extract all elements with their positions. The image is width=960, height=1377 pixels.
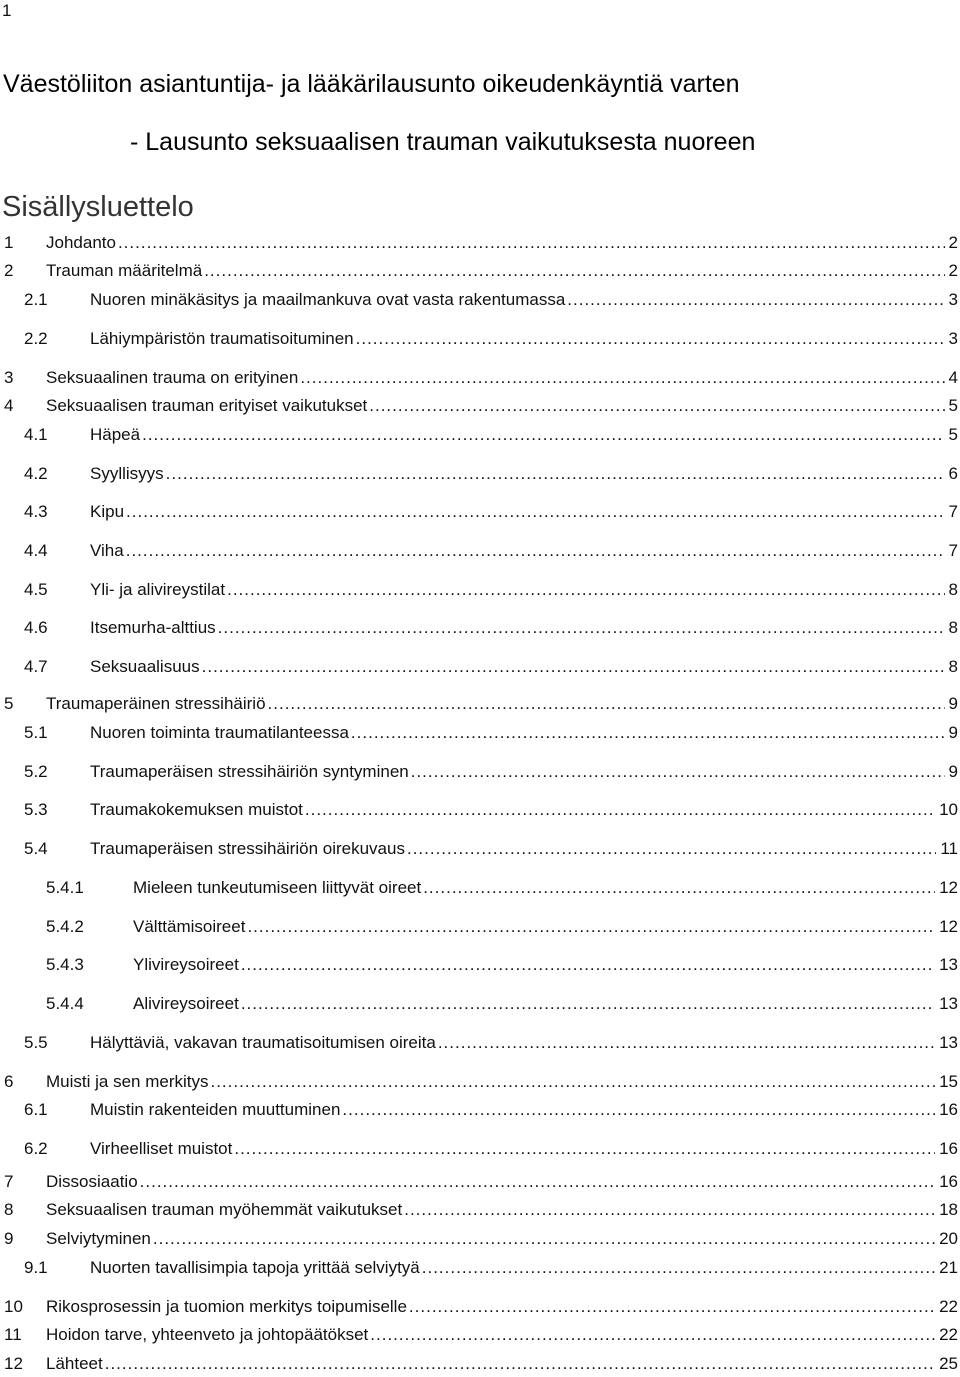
toc-dot-leader xyxy=(202,654,945,680)
toc-entry-page: 9 xyxy=(948,723,958,742)
toc-entry-number: 4 xyxy=(4,396,14,415)
toc-dot-leader xyxy=(210,1069,935,1095)
toc-entry[interactable] xyxy=(0,875,958,901)
toc-entry-label-line xyxy=(46,258,958,284)
toc-entry[interactable] xyxy=(0,1197,958,1223)
toc-entry-label-line xyxy=(133,991,958,1017)
toc-entry-number: 5.4.4 xyxy=(46,994,84,1013)
toc-entry[interactable] xyxy=(0,499,958,525)
toc-entry-title[interactable]: Välttämisoireet xyxy=(133,917,246,936)
toc-entry-label-line xyxy=(90,326,958,352)
toc-entry-title[interactable]: Trauman määritelmä xyxy=(46,261,203,280)
toc-entry-number: 1 xyxy=(4,233,14,252)
toc-entry-title[interactable]: Alivireysoireet xyxy=(133,994,239,1013)
toc-entry[interactable] xyxy=(0,230,958,256)
toc-entry-title[interactable]: Virheelliset muistot xyxy=(90,1139,233,1158)
toc-entry-title[interactable]: Traumaperäisen stressihäiriön oirekuvaus xyxy=(90,839,405,858)
toc-dot-leader xyxy=(409,1294,935,1320)
toc-entry-page: 22 xyxy=(939,1297,958,1316)
toc-entry[interactable] xyxy=(0,287,958,313)
toc-dot-leader xyxy=(404,1197,935,1223)
toc-entry-title[interactable]: Hälyttäviä, vakavan traumatisoitumisen oireita xyxy=(90,1033,436,1052)
toc-entry[interactable] xyxy=(0,326,958,352)
toc-entry-number: 5.1 xyxy=(24,723,48,742)
toc-entry-number: 4.1 xyxy=(24,425,48,444)
toc-entry-page: 22 xyxy=(939,1325,958,1344)
toc-dot-leader xyxy=(247,914,935,940)
toc-entry-page: 10 xyxy=(939,800,958,819)
toc-entry-number: 6 xyxy=(4,1072,14,1091)
document-subtitle: - Lausunto seksuaalisen trauman vaikutuksesta nuoreen xyxy=(130,128,756,156)
toc-entry-title[interactable]: Seksuaalisuus xyxy=(90,657,200,676)
toc-entry[interactable] xyxy=(0,365,958,391)
toc-entry-page: 13 xyxy=(939,994,958,1013)
toc-entry-title[interactable]: Muistin rakenteiden muuttuminen xyxy=(90,1100,341,1119)
toc-entry-number: 5.5 xyxy=(24,1033,48,1052)
toc-dot-leader xyxy=(268,691,945,717)
toc-dot-leader xyxy=(234,1136,935,1162)
toc-entry-label-line xyxy=(133,952,958,978)
toc-entry-number: 2.2 xyxy=(24,329,48,348)
toc-entry-number: 5.4.1 xyxy=(46,878,84,897)
document-title: Väestöliiton asiantuntija- ja lääkärilausunto oikeudenkäyntiä varten xyxy=(3,70,740,98)
toc-entry-page: 9 xyxy=(948,762,958,781)
toc-dot-leader xyxy=(351,720,945,746)
toc-entry-page: 5 xyxy=(948,396,958,415)
toc-entry-number: 4.4 xyxy=(24,541,48,560)
toc-entry-title[interactable]: Ylivireysoireet xyxy=(133,955,239,974)
toc-entry-label-line xyxy=(90,1030,958,1056)
toc-entry-label-line xyxy=(90,797,958,823)
toc-entry[interactable] xyxy=(0,1136,958,1162)
toc-entry-page: 8 xyxy=(948,618,958,637)
toc-entry-title[interactable]: Nuoren minäkäsitys ja maailmankuva ovat vasta rakentumassa xyxy=(90,290,566,309)
toc-dot-leader xyxy=(422,1255,935,1281)
toc-entry-page: 2 xyxy=(948,233,958,252)
toc-entry-label-line xyxy=(46,1197,958,1223)
toc-entry-label-line xyxy=(90,577,958,603)
toc-entry-label-line xyxy=(90,1097,958,1123)
toc-entry-page: 25 xyxy=(939,1354,958,1373)
toc-entry-label-line xyxy=(133,875,958,901)
toc-entry[interactable] xyxy=(0,797,958,823)
toc-entry-label-line xyxy=(90,422,958,448)
toc-entry-page: 8 xyxy=(948,657,958,676)
toc-entry-number: 5 xyxy=(4,694,14,713)
toc-entry-label-line xyxy=(90,1136,958,1162)
toc-entry-number: 5.4 xyxy=(24,839,48,858)
toc-entry-page: 7 xyxy=(948,541,958,560)
toc-entry-title[interactable]: Rikosprosessin ja tuomion merkitys toipumiselle xyxy=(46,1297,407,1316)
toc-entry-number: 4.5 xyxy=(24,580,48,599)
toc-dot-leader xyxy=(423,875,935,901)
toc-entry-page: 20 xyxy=(939,1229,958,1248)
toc-entry-title[interactable]: Kipu xyxy=(90,502,125,521)
toc-entry-page: 5 xyxy=(948,425,958,444)
toc-entry-label-line xyxy=(90,720,958,746)
toc-dot-leader xyxy=(218,615,945,641)
toc-entry-title[interactable]: Lähteet xyxy=(46,1354,103,1373)
toc-entry[interactable] xyxy=(0,836,958,862)
toc-dot-leader xyxy=(227,577,944,603)
toc-entry-page: 18 xyxy=(939,1200,958,1219)
toc-entry-page: 6 xyxy=(948,464,958,483)
toc-entry[interactable] xyxy=(0,258,958,284)
toc-entry-label-line xyxy=(90,461,958,487)
toc-entry-title[interactable]: Selviytyminen xyxy=(46,1229,151,1248)
toc-dot-leader xyxy=(369,393,944,419)
toc-entry-title[interactable]: Johdanto xyxy=(46,233,116,252)
toc-entry[interactable] xyxy=(0,1169,958,1195)
toc-dot-leader xyxy=(142,422,944,448)
toc-entry-label-line xyxy=(90,1255,958,1281)
toc-entry[interactable] xyxy=(0,991,958,1017)
toc-entry-number: 4.3 xyxy=(24,502,48,521)
toc-dot-leader xyxy=(126,538,945,564)
toc-entry-page: 3 xyxy=(948,329,958,348)
toc-entry-page: 21 xyxy=(939,1258,958,1277)
toc-dot-leader xyxy=(411,759,945,785)
toc-entry[interactable] xyxy=(0,461,958,487)
toc-entry-page: 16 xyxy=(939,1172,958,1191)
toc-entry-page: 12 xyxy=(939,917,958,936)
toc-entry-number: 5.4.3 xyxy=(46,955,84,974)
toc-entry-number: 12 xyxy=(4,1354,23,1373)
toc-entry-number: 9.1 xyxy=(24,1258,48,1277)
toc-entry-title[interactable]: Syyllisyys xyxy=(90,464,164,483)
toc-entry-page: 15 xyxy=(939,1072,958,1091)
toc-entry-title[interactable]: Traumakokemuksen muistot xyxy=(90,800,303,819)
toc-entry-page: 9 xyxy=(948,694,958,713)
toc-entry-label-line xyxy=(46,365,958,391)
toc-dot-leader xyxy=(407,836,936,862)
toc-entry-page: 13 xyxy=(939,1033,958,1052)
toc-entry[interactable] xyxy=(0,615,958,641)
toc-entry-page: 4 xyxy=(948,368,958,387)
toc-dot-leader xyxy=(140,1169,935,1195)
toc-entry[interactable] xyxy=(0,691,958,717)
toc-entry-title[interactable]: Seksuaalisen trauman erityiset vaikutukset xyxy=(46,396,368,415)
toc-entry-label-line xyxy=(46,1169,958,1195)
toc-entry-label-line xyxy=(90,615,958,641)
toc-entry-label-line xyxy=(90,759,958,785)
toc-entry-label-line xyxy=(90,654,958,680)
page-number: 1 xyxy=(2,1,12,20)
toc-dot-leader xyxy=(300,365,944,391)
toc-entry-number: 4.7 xyxy=(24,657,48,676)
toc-dot-leader xyxy=(153,1226,935,1252)
toc-entry[interactable] xyxy=(0,654,958,680)
toc-entry-title[interactable]: Mieleen tunkeutumiseen liittyvät oireet xyxy=(133,878,422,897)
toc-dot-leader xyxy=(166,461,945,487)
toc-entry-title[interactable]: Seksuaalinen trauma on erityinen xyxy=(46,368,299,387)
toc-entry-page: 13 xyxy=(939,955,958,974)
toc-entry-number: 5.3 xyxy=(24,800,48,819)
toc-entry-label-line xyxy=(46,1322,958,1348)
toc-entry-title[interactable]: Häpeä xyxy=(90,425,141,444)
toc-entry-label-line xyxy=(46,230,958,256)
toc-dot-leader xyxy=(356,326,945,352)
toc-entry-label-line xyxy=(46,1294,958,1320)
toc-entry-number: 6.1 xyxy=(24,1100,48,1119)
toc-entry-title[interactable]: Seksuaalisen trauman myöhemmät vaikutukset xyxy=(46,1200,403,1219)
toc-entry-title[interactable]: Itsemurha-alttius xyxy=(90,618,216,637)
toc-entry-number: 4.6 xyxy=(24,618,48,637)
toc-entry[interactable] xyxy=(0,538,958,564)
toc-entry-title[interactable]: Nuorten tavallisimpia tapoja yrittää selviytyä xyxy=(90,1258,420,1277)
toc-entry-label-line xyxy=(46,691,958,717)
toc-entry-page: 12 xyxy=(939,878,958,897)
toc-entry-number: 7 xyxy=(4,1172,14,1191)
toc-entry-number: 5.2 xyxy=(24,762,48,781)
toc-entry[interactable] xyxy=(0,1069,958,1095)
toc-entry[interactable] xyxy=(0,1322,958,1348)
toc-entry-label-line xyxy=(90,836,958,862)
toc-entry-title[interactable]: Hoidon tarve, yhteenveto ja johtopäätökset xyxy=(46,1325,369,1344)
toc-entry-label-line xyxy=(46,1069,958,1095)
toc-dot-leader xyxy=(438,1030,935,1056)
toc-entry[interactable] xyxy=(0,759,958,785)
toc-entry-page: 8 xyxy=(948,580,958,599)
toc-entry[interactable] xyxy=(0,914,958,940)
toc-entry[interactable] xyxy=(0,1294,958,1320)
toc-entry[interactable] xyxy=(0,1030,958,1056)
toc-dot-leader xyxy=(105,1351,935,1377)
toc-entry-page: 2 xyxy=(948,261,958,280)
toc-entry[interactable] xyxy=(0,1351,958,1377)
toc-entry-number: 6.2 xyxy=(24,1139,48,1158)
toc-entry-label-line xyxy=(46,1226,958,1252)
toc-dot-leader xyxy=(241,991,935,1017)
toc-entry-page: 16 xyxy=(939,1139,958,1158)
toc-entry[interactable] xyxy=(0,577,958,603)
toc-entry-label-line xyxy=(46,1351,958,1377)
toc-entry-page: 16 xyxy=(939,1100,958,1119)
toc-entry[interactable] xyxy=(0,1255,958,1281)
toc-entry-page: 3 xyxy=(948,290,958,309)
toc-entry-page: 7 xyxy=(948,502,958,521)
toc-dot-leader xyxy=(305,797,935,823)
toc-entry-label-line xyxy=(90,538,958,564)
toc-entry-title[interactable]: Yli- ja alivireystilat xyxy=(90,580,226,599)
toc-entry-label-line xyxy=(133,914,958,940)
toc-entry-title[interactable]: Traumaperäisen stressihäiriön syntyminen xyxy=(90,762,409,781)
toc-entry[interactable] xyxy=(0,1226,958,1252)
toc-entry-title[interactable]: Traumaperäinen stressihäiriö xyxy=(46,694,266,713)
toc-entry-number: 2.1 xyxy=(24,290,48,309)
toc-entry-label-line xyxy=(90,287,958,313)
toc-entry-number: 2 xyxy=(4,261,14,280)
toc-entry-number: 10 xyxy=(4,1297,23,1316)
toc-entry-label-line xyxy=(90,499,958,525)
toc-entry-title[interactable]: Muisti ja sen merkitys xyxy=(46,1072,209,1091)
toc-dot-leader xyxy=(126,499,945,525)
toc-entry-number: 5.4.2 xyxy=(46,917,84,936)
toc-heading: Sisällysluettelo xyxy=(2,191,194,223)
toc-entry-page: 11 xyxy=(940,839,958,858)
toc-entry-title[interactable]: Viha xyxy=(90,541,124,560)
toc-dot-leader xyxy=(204,258,944,284)
toc-entry[interactable] xyxy=(0,393,958,419)
toc-dot-leader xyxy=(241,952,935,978)
toc-entry[interactable] xyxy=(0,720,958,746)
toc-entry[interactable] xyxy=(0,422,958,448)
toc-entry-number: 9 xyxy=(4,1229,14,1248)
toc-entry-number: 11 xyxy=(4,1325,22,1344)
toc-entry-label-line xyxy=(46,393,958,419)
toc-dot-leader xyxy=(342,1097,935,1123)
toc-entry-number: 8 xyxy=(4,1200,14,1219)
toc-entry[interactable] xyxy=(0,952,958,978)
toc-dot-leader xyxy=(567,287,944,313)
toc-entry[interactable] xyxy=(0,1097,958,1123)
toc-dot-leader xyxy=(118,230,945,256)
toc-entry-number: 3 xyxy=(4,368,14,387)
toc-entry-title[interactable]: Lähiympäristön traumatisoituminen xyxy=(90,329,354,348)
toc-dot-leader xyxy=(370,1322,935,1348)
toc-entry-number: 4.2 xyxy=(24,464,48,483)
toc-entry-title[interactable]: Dissosiaatio xyxy=(46,1172,138,1191)
toc-entry-title[interactable]: Nuoren toiminta traumatilanteessa xyxy=(90,723,349,742)
